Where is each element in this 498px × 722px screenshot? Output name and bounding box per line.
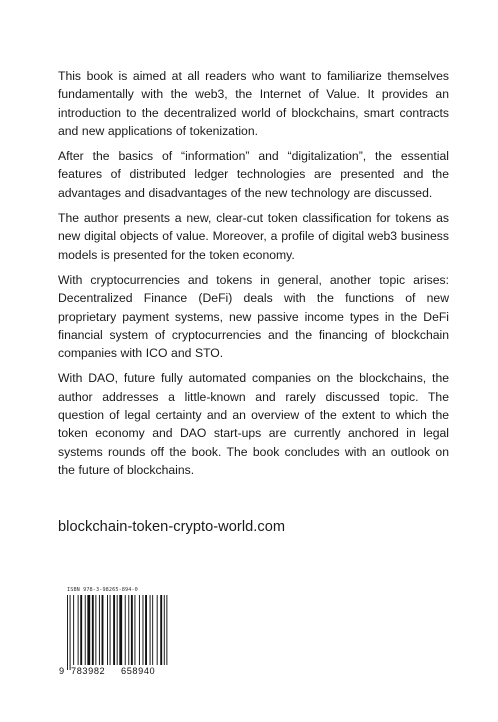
barcode-bar bbox=[85, 595, 86, 665]
barcode-digits-left: 783982 bbox=[71, 666, 106, 676]
barcode-bar bbox=[128, 595, 129, 665]
barcode-bar bbox=[99, 595, 100, 665]
barcode-bar bbox=[110, 595, 111, 665]
isbn-label: ISBN 978-3-98265-894-0 bbox=[67, 587, 138, 593]
barcode-bar bbox=[143, 595, 144, 665]
barcode-bar bbox=[164, 595, 165, 665]
barcode-bar bbox=[150, 595, 151, 665]
barcode-digits-right: 658940 bbox=[121, 666, 156, 676]
barcode-digit-first: 9 bbox=[59, 666, 65, 676]
blurb-paragraph-5: With DAO, future fully automated companies on the blockchains, the author addresses a little-known and rarely discussed topic. The question of legal certainty and an overview of the extent to which the token economy and DAO start-ups are currently anchored in legal systems rounds off the book. The book concludes with an outlook on the future of blockchains. bbox=[58, 371, 449, 477]
barcode-bars bbox=[59, 595, 174, 670]
blurb-text bbox=[58, 67, 449, 486]
barcode-bar bbox=[152, 595, 153, 665]
barcode-bar bbox=[102, 595, 104, 665]
barcode-bar bbox=[67, 595, 68, 670]
barcode-bar bbox=[107, 595, 108, 665]
barcode-bar bbox=[80, 595, 82, 665]
website-url: blockchain-token-crypto-world.com bbox=[58, 519, 286, 535]
blurb-paragraph-3: The author presents a new, clear-cut token classification for tokens as new digital objects of value. Moreover, a profile of digital web3 business models is presented for the token economy. bbox=[58, 211, 449, 262]
isbn-barcode bbox=[59, 587, 174, 682]
blurb-paragraph-1: This book is aimed at all readers who want to familiarize themselves fundamentally with the web3, the Internet of Value. It provides an introduction to the decentralized world of blockchains, smart contracts and new applications of tokenization. bbox=[58, 69, 449, 138]
barcode-bar bbox=[125, 595, 126, 665]
blurb-paragraph-2: After the basics of “information” and “digitalization”, the essential features of distributed ledger technologies are presented and the advantages and disadvantages of the new technology are discussed. bbox=[58, 149, 449, 200]
blurb-paragraph-4: With cryptocurrencies and tokens in general, another topic arises: Decentralized Finance (DeFi) deals with the functions of new proprietary payment systems, new passive income types in the DeFi financial system of cryptocurrencies and the financing of blockchain companies with ICO and STO. bbox=[58, 272, 449, 361]
barcode-bar bbox=[113, 595, 115, 665]
barcode-bar bbox=[117, 595, 118, 665]
barcode-bar bbox=[70, 595, 71, 670]
barcode-bar bbox=[78, 595, 79, 665]
barcode-bar bbox=[157, 595, 158, 665]
barcode-bar bbox=[166, 595, 167, 665]
barcode-bar bbox=[95, 595, 96, 665]
barcode-bar bbox=[87, 595, 90, 665]
barcode-bar bbox=[131, 595, 133, 665]
barcode-bar bbox=[134, 595, 135, 665]
barcode-bar bbox=[73, 595, 74, 665]
barcode-bar bbox=[119, 595, 122, 665]
barcode-bar bbox=[160, 595, 162, 665]
barcode-bar bbox=[139, 595, 140, 665]
barcode-bar bbox=[145, 595, 147, 665]
barcode-bar bbox=[92, 595, 94, 665]
